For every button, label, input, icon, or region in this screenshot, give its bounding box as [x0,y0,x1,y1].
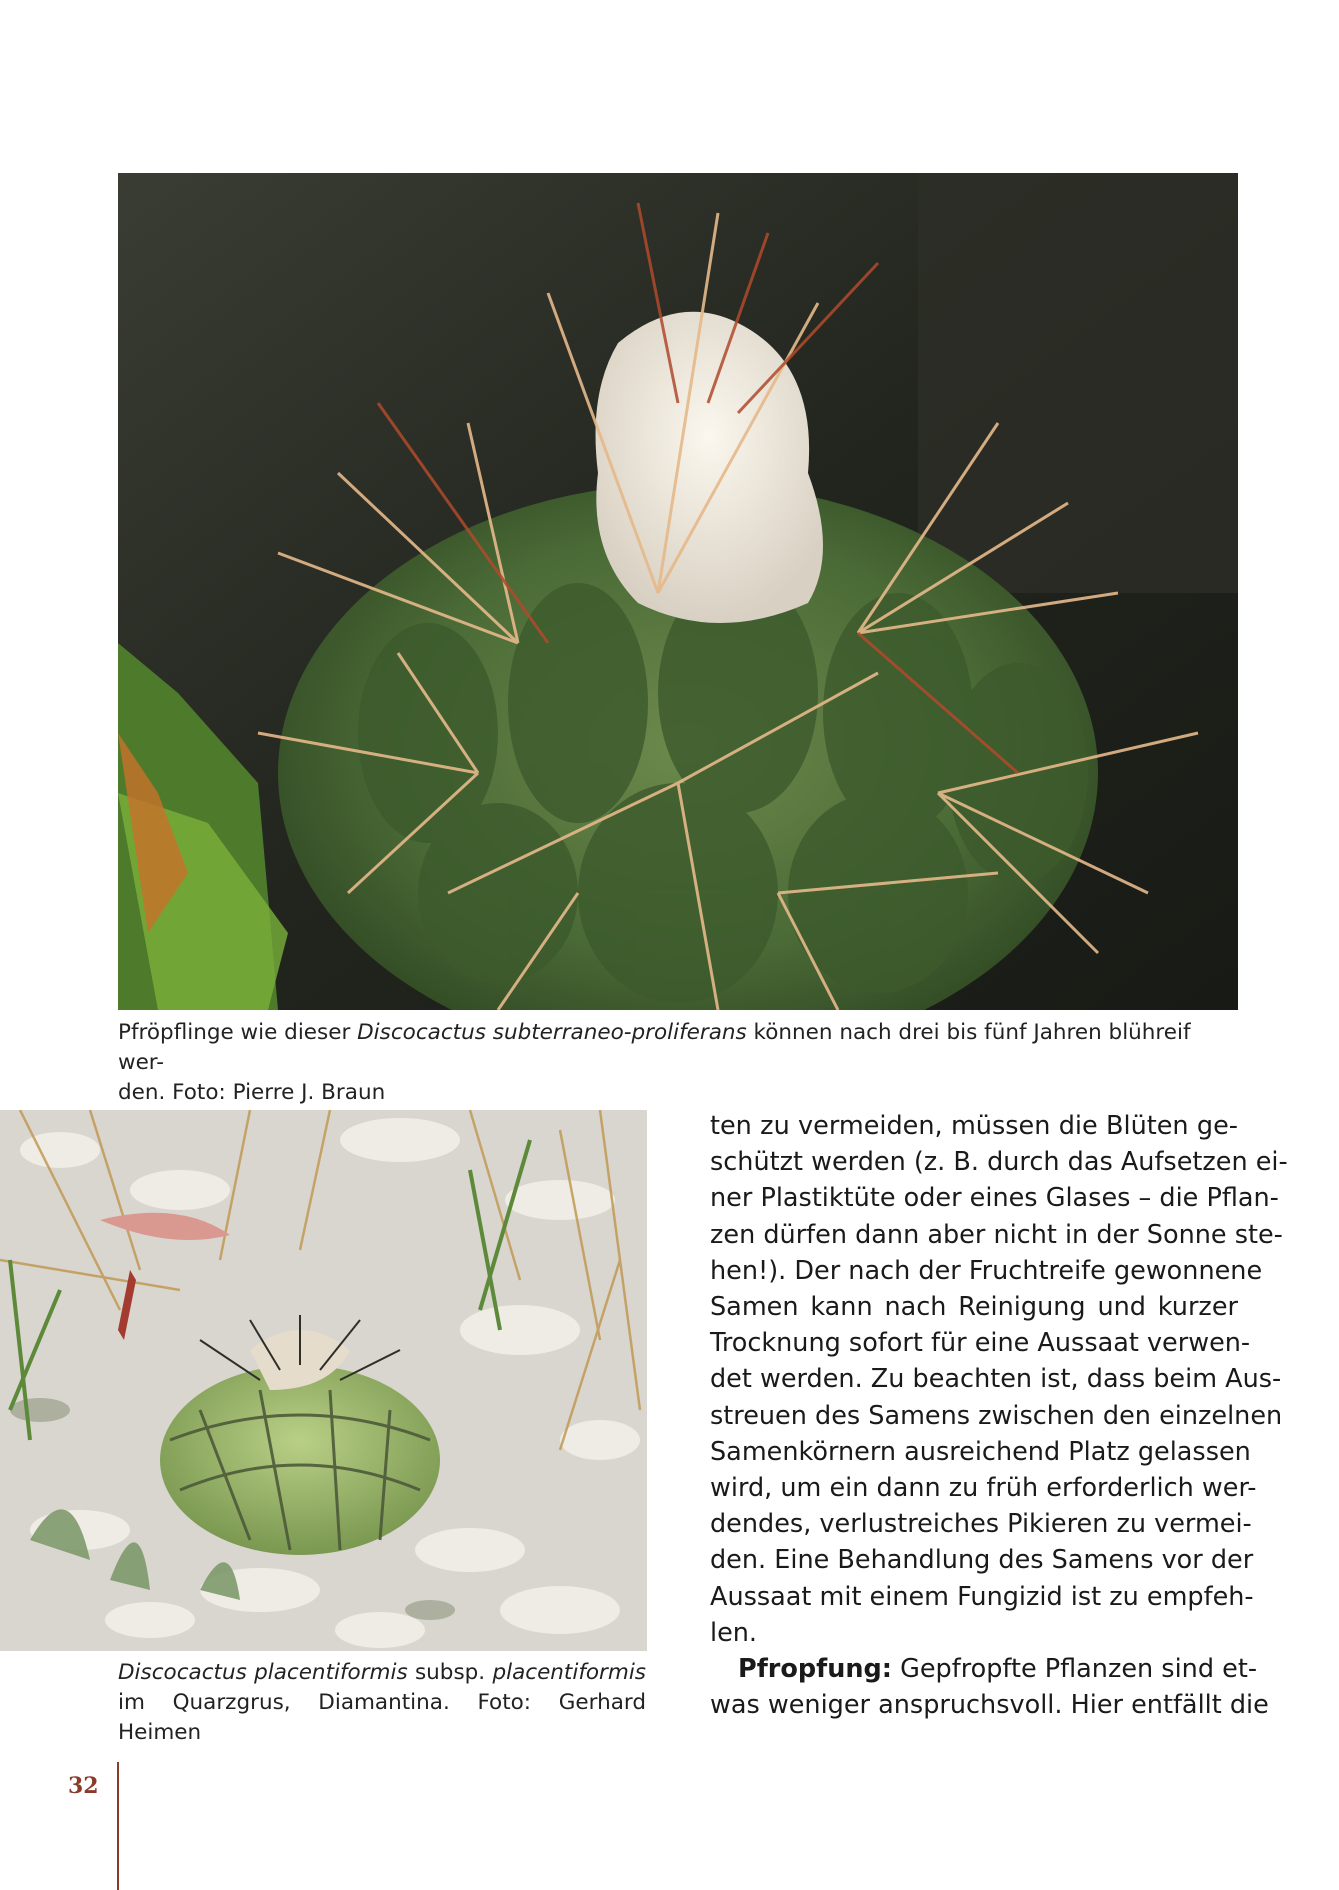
body-line: Trocknung sofort für eine Aussaat verwen- [710,1328,1251,1359]
body-line: streuen des Samens zwischen den einzelnen [710,1400,1283,1431]
body-line: dendes, verlustreiches Pikieren zu vermei- [710,1509,1252,1540]
body-line: Samen kann nach Reinigung und kurzer [710,1292,1238,1323]
body-line: Aussaat mit einem Fungizid ist zu empfeh- [710,1581,1254,1612]
caption-left-subsp-name: placentiformis [492,1660,647,1685]
caption-left-subsp: subsp. [407,1660,493,1685]
photo-caption-left [118,1658,646,1748]
caption-top-prefix: Pfröpflinge wie dieser [118,1020,358,1045]
body-line: ner Plastiktüte oder eines Glases – die Pflan- [710,1183,1279,1214]
cactus-photo-grafted [118,173,1238,1010]
caption-top-line2: den. Foto: Pierre J. Braun [118,1080,386,1105]
body-line: schützt werden (z. B. durch das Aufsetzen ei- [710,1147,1288,1178]
section-heading-pfropfung: Pfropfung: [738,1654,892,1685]
caption-left-species: Discocactus placentiformis [118,1660,408,1685]
body-line: wird, um ein dann zu früh erforderlich wer- [710,1473,1257,1504]
body-line: hen!). Der nach der Fruchtreife gewonnene [710,1255,1263,1286]
body-line: det werden. Zu beachten ist, dass beim Aus- [710,1364,1282,1395]
page-margin-rule [117,1762,119,1890]
body-line: den. Eine Behandlung des Samens vor der [710,1545,1254,1576]
paragraph-pfropfung-line2: was weniger anspruchsvoll. Hier entfällt die [710,1690,1269,1721]
body-line: len. [710,1617,758,1648]
caption-top-suffix: können nach drei bis fünf Jahren blühreif wer- [118,1020,1191,1075]
photo-caption-top [118,1018,1238,1108]
body-text-column [710,1108,1288,1723]
paragraph-pfropfung-line1 [710,1651,1258,1687]
cactus-photo-habitat [0,1110,647,1651]
caption-left-line2: im Quarzgrus, Diamantina. Foto: Gerhard Heimen [118,1690,646,1745]
caption-top-species: Discocactus subterraneo-proliferans [357,1020,747,1045]
page-number: 32 [68,1773,99,1799]
paragraph-pfropfung-text: Gepfropfte Pflanzen sind et- [891,1654,1258,1685]
body-line: ten zu vermeiden, müssen die Blüten ge- [710,1111,1238,1141]
body-line: Samenkörnern ausreichend Platz gelassen [710,1436,1251,1467]
body-line: zen dürfen dann aber nicht in der Sonne ste- [710,1219,1283,1250]
